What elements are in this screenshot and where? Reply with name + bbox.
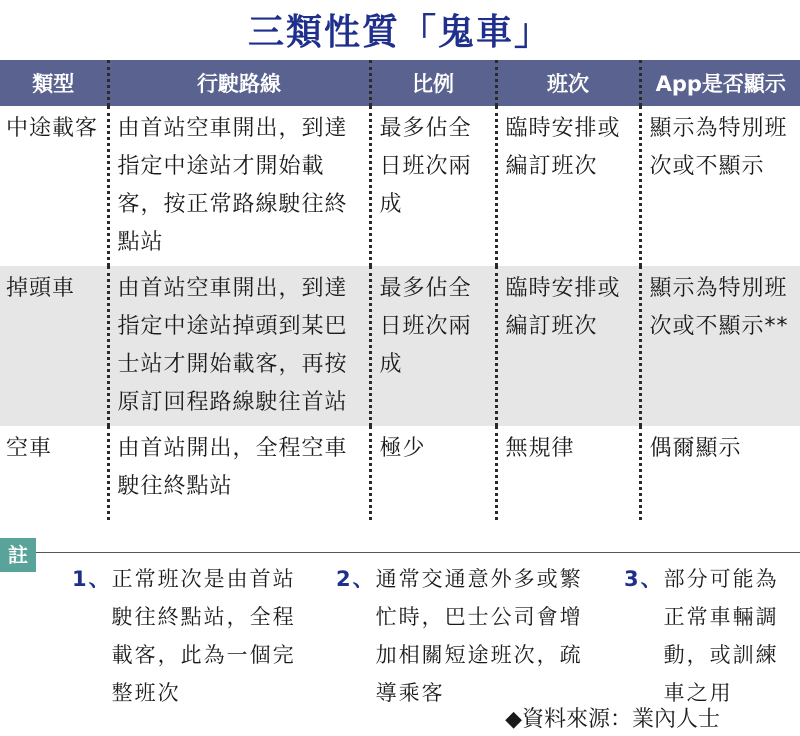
note-text: 部分可能為正常車輛調動，或訓練車之用 [663,567,779,705]
header-app-display: App是否顯示 [640,60,800,106]
table-row [0,266,800,426]
note-text: 正常班次是由首站駛往終點站，全程載客，此為一個完整班次 [111,567,296,705]
header-ratio: 比例 [370,60,496,106]
cell-type: 中途載客 [6,116,99,141]
note-text: 通常交通意外多或繁忙時，巴士公司會增加相關短途班次，疏導乘客 [375,567,583,705]
notes-section [0,538,800,705]
cell-app-display: 顯示為特別班次或不顯示 [640,106,800,266]
cell-schedule: 臨時安排或編訂班次 [496,266,640,426]
cell-app-display: 偶爾顯示 [640,426,800,520]
notes-divider [36,552,800,553]
table-row [0,106,800,266]
table-header-row [0,60,800,106]
ghost-bus-table [0,60,800,520]
source-credit: ◆資料來源：業內人士 [505,707,720,732]
note-number: 1、 [72,567,112,591]
note-item [624,560,794,712]
note-item [336,560,596,712]
cell-type: 掉頭車 [0,266,108,426]
header-type: 類型 [0,60,108,106]
cell-route: 由首站空車開出，到達指定中途站才開始載客，按正常路線駛往終點站 [108,106,370,266]
page-title: 三類性質「鬼車」 [247,12,552,53]
cell-schedule: 臨時安排或編訂班次 [496,106,640,266]
header-schedule: 班次 [496,60,640,106]
cell-route: 由首站開出，全程空車駛往終點站 [108,426,370,520]
cell-app-display: 顯示為特別班次或不顯示** [640,266,800,426]
cell-type: 空車 [6,436,53,461]
header-route: 行駛路線 [108,60,370,106]
cell-ratio: 最多佔全日班次兩成 [370,106,496,266]
cell-route: 由首站空車開出，到達指定中途站掉頭到某巴士站才開始載客，再按原訂回程路線駛往首站 [108,266,370,426]
note-item [72,560,302,712]
cell-ratio: 極少 [370,426,496,520]
note-number: 2、 [336,567,376,591]
table-row [0,426,800,520]
cell-ratio: 最多佔全日班次兩成 [370,266,496,426]
note-number: 3、 [624,567,664,591]
cell-schedule: 無規律 [496,426,640,520]
notes-tag: 註 [0,538,36,572]
